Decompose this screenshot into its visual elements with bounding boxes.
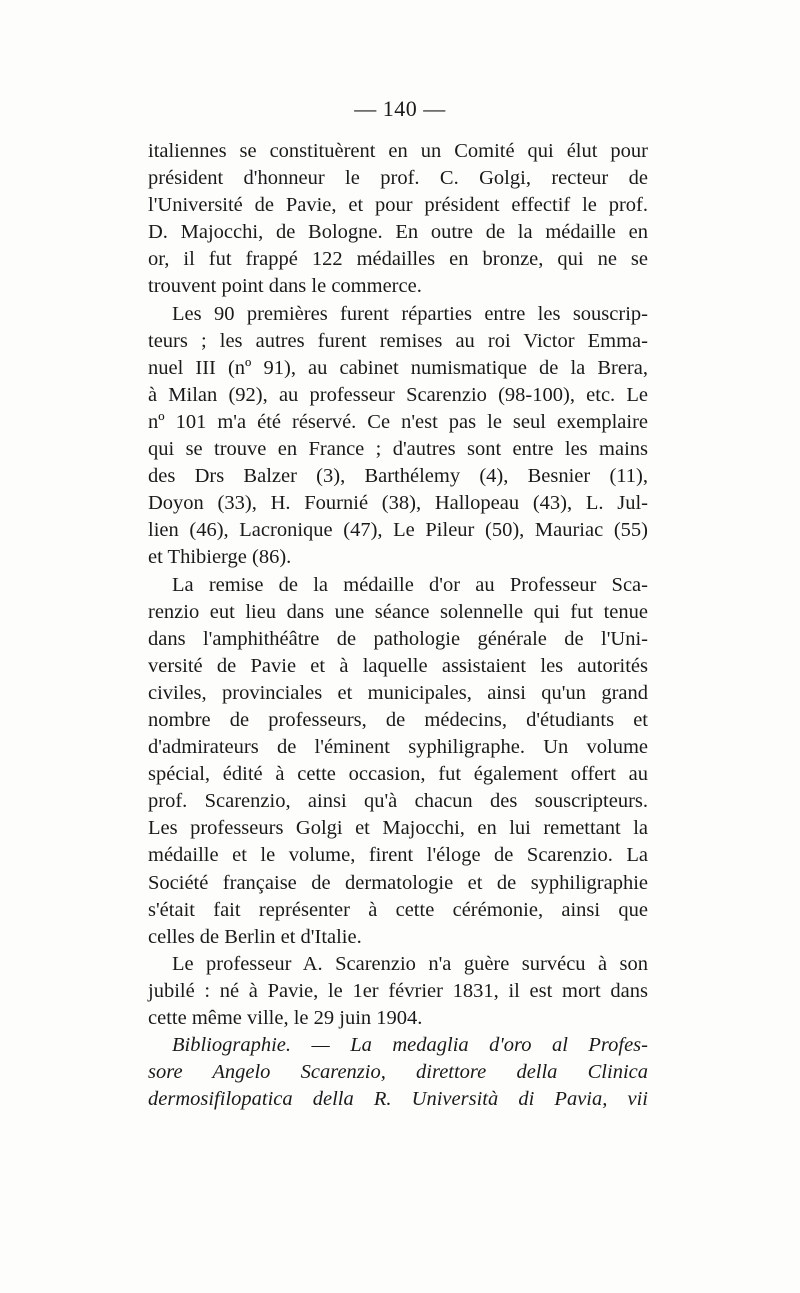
text-line: Société française de dermatologie et de syphiligraphie [148, 871, 648, 894]
text-line: nuel III (nº 91), au cabinet numismatique de la Brera, [148, 356, 648, 379]
text-line: Le professeur A. Scarenzio n'a guère survécu à son [172, 952, 648, 975]
text-line: sore Angelo Scarenzio, direttore della Clinica [148, 1061, 648, 1084]
text-line: qui se trouve en France ; d'autres sont entre les mains [148, 438, 648, 461]
text-line: trouvent point dans le commerce. [148, 275, 422, 298]
text-line: Les professeurs Golgi et Majocchi, en lui remettant la [148, 817, 648, 840]
text-line: dans l'amphithéâtre de pathologie générale de l'Uni- [148, 627, 648, 650]
text-line: Bibliographie. — La medaglia d'oro al Profes- [172, 1034, 648, 1057]
text-line: prof. Scarenzio, ainsi qu'à chacun des souscripteurs. [148, 790, 648, 813]
text-line: et Thibierge (86). [148, 546, 292, 569]
text-line: président d'honneur le prof. C. Golgi, recteur de [148, 167, 648, 190]
text-line: teurs ; les autres furent remises au roi Victor Emma- [148, 329, 648, 352]
paragraph-3 [148, 572, 648, 951]
paragraph-2 [148, 301, 648, 572]
text-line: d'admirateurs de l'éminent syphiligraphe. Un volume [148, 736, 648, 759]
text-line: des Drs Balzer (3), Barthélemy (4), Besnier (11), [148, 465, 648, 488]
text-line: jubilé : né à Pavie, le 1er février 1831, il est mort dans [148, 979, 648, 1002]
text-line: Les 90 premières furent réparties entre les souscrip- [172, 302, 648, 325]
text-line: spécial, édité à cette occasion, fut également offert au [148, 763, 648, 786]
text-line: dermosifilopatica della R. Università di Pavia, vii [148, 1088, 648, 1111]
text-line: renzio eut lieu dans une séance solennelle qui fut tenue [148, 600, 648, 623]
text-line: cette même ville, le 29 juin 1904. [148, 1007, 423, 1029]
text-line: or, il fut frappé 122 médailles en bronze, qui ne se [148, 248, 648, 271]
paragraph-1 [148, 138, 648, 301]
text-line: médaille et le volume, firent l'éloge de Scarenzio. La [148, 844, 648, 867]
text-line: nº 101 m'a été réservé. Ce n'est pas le seul exemplaire [148, 410, 648, 433]
text-line: italiennes se constituèrent en un Comité qui élut pour [148, 140, 648, 162]
text-line: La remise de la médaille d'or au Professeur Sca- [172, 573, 648, 596]
paragraph-4 [148, 951, 648, 1032]
text-line: celles de Berlin et d'Italie. [148, 925, 362, 948]
text-line: à Milan (92), au professeur Scarenzio (98-100), etc. Le [148, 383, 648, 406]
text-line: civiles, provinciales et municipales, ainsi qu'un grand [148, 681, 648, 704]
text-line: versité de Pavie et à laquelle assistaient les autorités [148, 654, 648, 677]
text-line: nombre de professeurs, de médecins, d'étudiants et [148, 708, 648, 731]
text-line: Doyon (33), H. Fournié (38), Hallopeau (43), L. Jul- [148, 492, 648, 515]
text-line: l'Université de Pavie, et pour président effectif le prof. [148, 194, 648, 217]
text-line: s'était fait représenter à cette cérémonie, ainsi que [148, 898, 648, 921]
page-number: — 140 — [354, 96, 446, 121]
text-line: lien (46), Lacronique (47), Le Pileur (50), Mauriac (55) [148, 519, 648, 542]
text-line: D. Majocchi, de Bologne. En outre de la médaille en [148, 221, 648, 244]
bibliography-paragraph [148, 1032, 648, 1113]
body-text [148, 138, 648, 1113]
